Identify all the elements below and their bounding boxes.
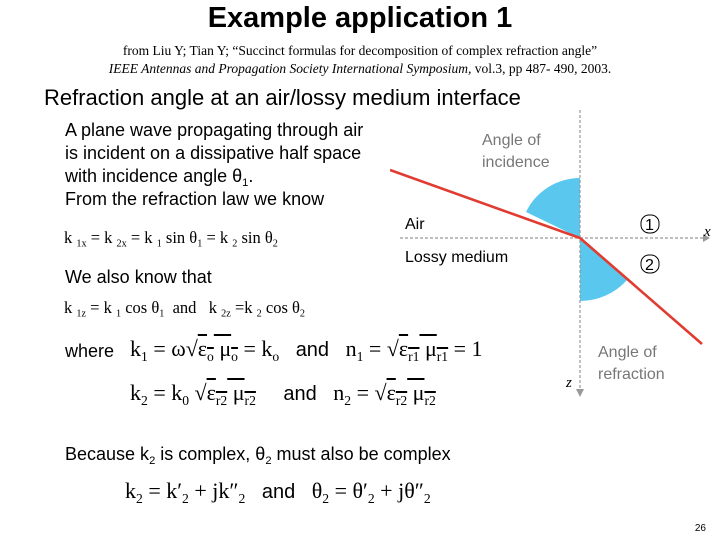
angle-of-incidence-label-1: Angle of xyxy=(482,132,541,149)
intro-line-4: From the refraction law we know xyxy=(65,189,325,209)
x-axis-label: x xyxy=(704,224,711,240)
refraction-angle-wedge xyxy=(580,238,627,301)
intro-paragraph xyxy=(65,119,363,211)
z-axis-arrow-icon xyxy=(576,389,584,397)
refraction-diagram xyxy=(390,105,720,405)
because-part-2: is complex, θ xyxy=(155,444,266,464)
wavenumber-equation-2: $k_2 = k_0$ $√\varepsilon_{r2}$ $\mu_{r2}$ and $n_2 = √\varepsilon_{r2}$ $\mu_{r2}$ xyxy=(130,380,436,408)
intro-line-1: A plane wave propagating through air xyxy=(65,120,364,140)
lossy-medium-label: Lossy medium xyxy=(405,249,509,266)
citation-line-1: from Liu Y; Tian Y; “Succinct formulas for decomposition of complex refraction angle” xyxy=(122,43,598,58)
marker-1: 1 xyxy=(645,217,654,234)
slide-title: Example application 1 xyxy=(207,2,513,34)
intro-line-3: with incidence angle $\theta_1$. xyxy=(65,166,254,189)
intro-line-3-text: with incidence angle θ xyxy=(65,166,243,186)
where-text: where xyxy=(65,341,115,361)
citation-venue: IEEE Antennas and Propagation Society International Symposium, xyxy=(108,61,472,76)
because-text: Because $k_2$ is complex, $\theta_2$ must also be complex xyxy=(65,444,451,467)
kz-equation: k $_{1z}$ = k $_1$ $\cos \theta_1$ and k $_{2z}$ =k $_2$ $\cos \theta_2$ xyxy=(64,298,306,320)
citation-volume: vol.3, pp 487- 490, 2003. xyxy=(471,61,612,76)
also-know-text: We also know that xyxy=(65,267,212,287)
angle-of-refraction-label-2: refraction xyxy=(598,366,665,383)
because-part-3: must also be complex xyxy=(271,444,451,464)
air-label: Air xyxy=(405,216,425,233)
complex-decomposition-equation: $k_2 = k'_2 + jk''_2$ and $\theta_2 = \theta'_2 + j\theta''_2$ xyxy=(125,478,431,506)
z-axis-label: z xyxy=(566,375,572,391)
angle-of-incidence-label-2: incidence xyxy=(482,154,550,171)
because-part-1: Because k xyxy=(65,444,150,464)
angle-of-refraction-label-1: Angle of xyxy=(598,344,657,361)
snell-law-equation: k $_{1x}$ = k $_{2x}$ = k $_1$ $\sin \theta_1 = k$ $_2$ $\sin \theta_2$ xyxy=(64,228,278,250)
citation-line-2 xyxy=(0,61,720,77)
wavenumber-equation-1: $k_1 = \omega√\varepsilon_o$ $\mu_o = k_o$ and $n_1 = √\varepsilon_{r1}$ $\mu_{r1} = 1$ xyxy=(130,336,483,364)
page-number: 26 xyxy=(694,523,706,534)
slide-subtitle: Refraction angle at an air/lossy medium interface xyxy=(44,85,521,110)
intro-line-2: is incident on a dissipative half space xyxy=(65,143,362,163)
marker-2: 2 xyxy=(645,257,654,274)
